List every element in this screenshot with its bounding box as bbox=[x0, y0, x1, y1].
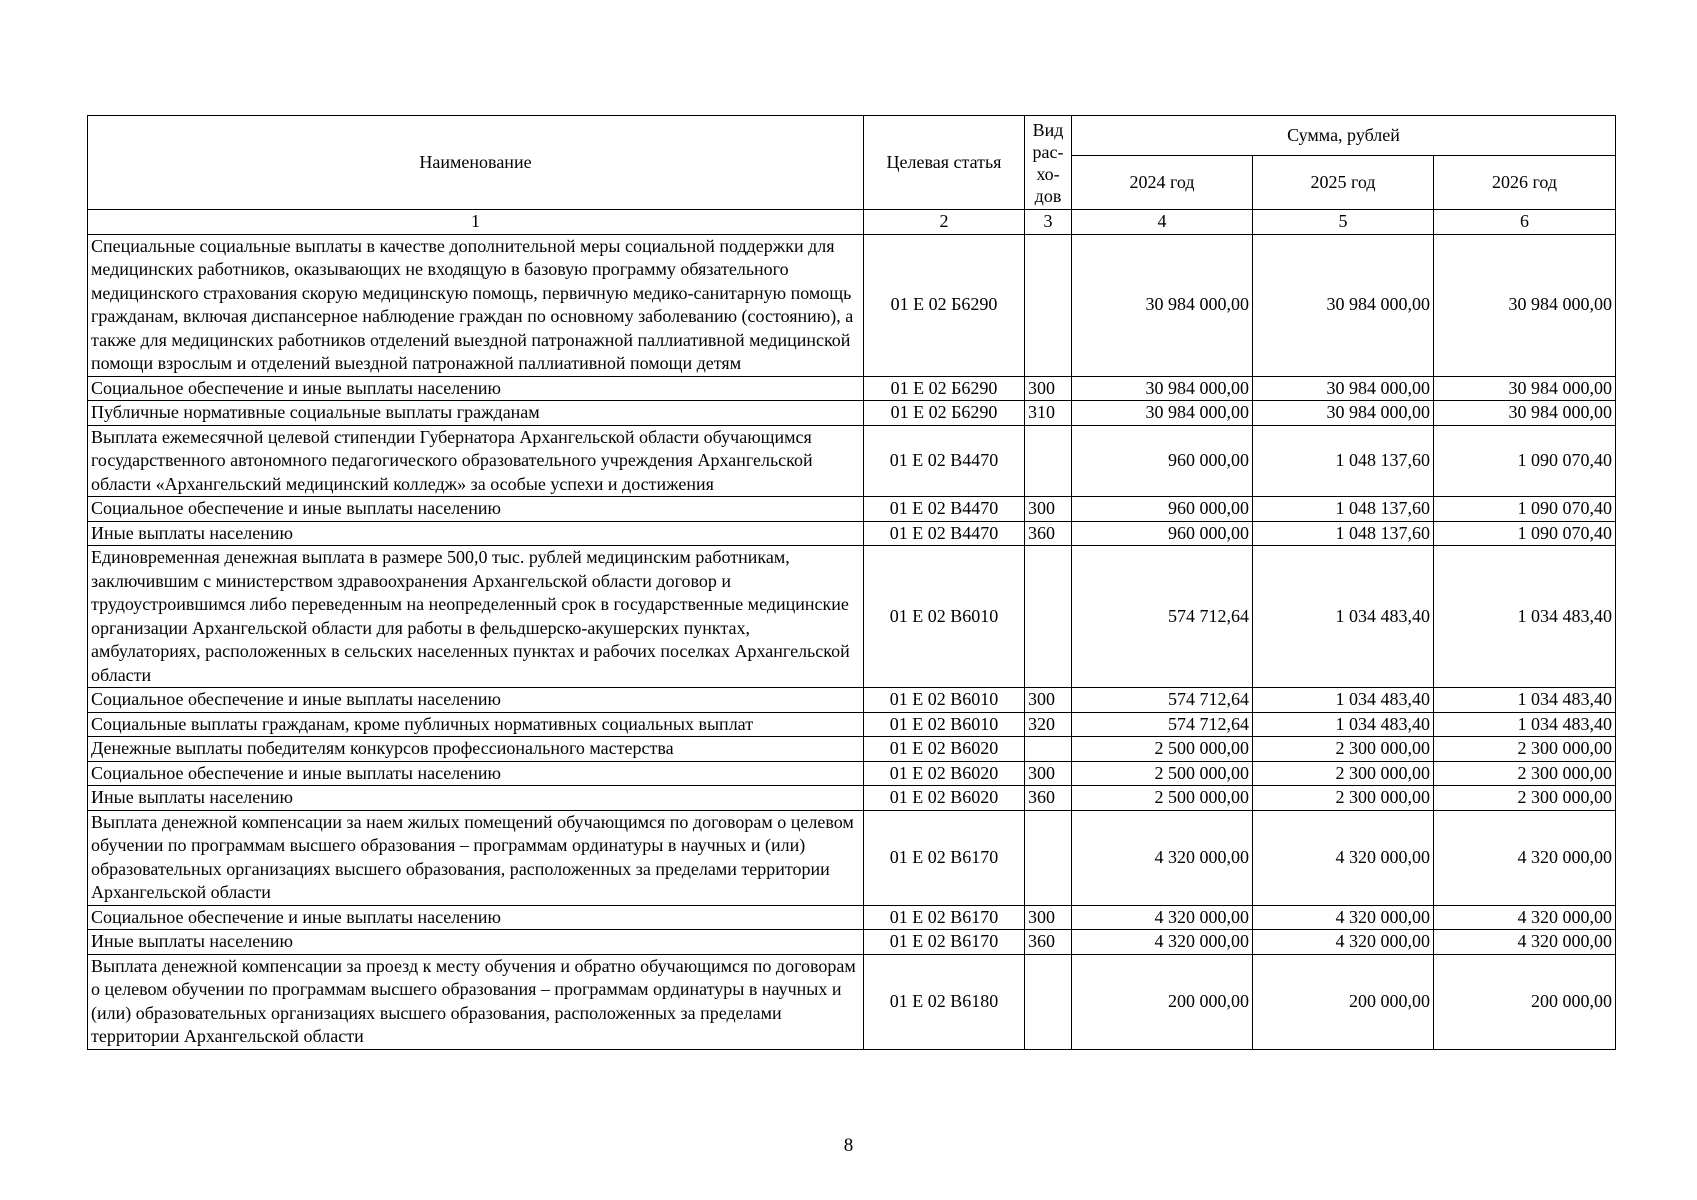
row-expense-type bbox=[1025, 425, 1072, 497]
row-expense-type: 360 bbox=[1025, 521, 1072, 546]
table-row bbox=[88, 521, 1616, 546]
row-target-article: 01 Е 02 В6170 bbox=[864, 930, 1025, 955]
column-number: 2 bbox=[864, 210, 1025, 235]
row-amount-2025: 1 048 137,60 bbox=[1253, 521, 1434, 546]
column-number: 6 bbox=[1434, 210, 1616, 235]
row-amount-2026: 200 000,00 bbox=[1434, 954, 1616, 1049]
row-amount-2025: 30 984 000,00 bbox=[1253, 401, 1434, 426]
row-amount-2025: 200 000,00 bbox=[1253, 954, 1434, 1049]
column-number-row bbox=[88, 210, 1616, 235]
row-amount-2025: 4 320 000,00 bbox=[1253, 905, 1434, 930]
row-amount-2026: 30 984 000,00 bbox=[1434, 401, 1616, 426]
table-row bbox=[88, 954, 1616, 1049]
row-target-article: 01 Е 02 В6010 bbox=[864, 712, 1025, 737]
table-row bbox=[88, 688, 1616, 713]
row-expense-type: 300 bbox=[1025, 905, 1072, 930]
row-name: Социальные выплаты гражданам, кроме публичных нормативных социальных выплат bbox=[88, 712, 864, 737]
header-expense-type-line: рас- bbox=[1032, 141, 1064, 162]
row-amount-2024: 574 712,64 bbox=[1072, 546, 1253, 688]
row-name: Социальное обеспечение и иные выплаты населению bbox=[88, 376, 864, 401]
row-expense-type: 360 bbox=[1025, 786, 1072, 811]
row-amount-2025: 2 300 000,00 bbox=[1253, 786, 1434, 811]
row-name: Денежные выплаты победителям конкурсов профессионального мастерства bbox=[88, 737, 864, 762]
row-amount-2026: 2 300 000,00 bbox=[1434, 786, 1616, 811]
row-amount-2025: 1 034 483,40 bbox=[1253, 712, 1434, 737]
row-target-article: 01 Е 02 Б6290 bbox=[864, 401, 1025, 426]
table-row bbox=[88, 737, 1616, 762]
row-amount-2024: 960 000,00 bbox=[1072, 521, 1253, 546]
row-amount-2025: 1 034 483,40 bbox=[1253, 688, 1434, 713]
table-row bbox=[88, 761, 1616, 786]
row-name: Специальные социальные выплаты в качестве дополнительной меры социальной поддержки для медицинских работников, оказывающих не входящую в базовую программу обязательного медицинского страхования скорую медицинскую помощь, первичную медико-санитарную помощь гражданам, включая диспансерное наблюдение граждан по основному заболеванию (состоянию), а также для медицинских работников отделений выездной патронажной паллиативной медицинской помощи взрослым и отделений выездной патронажной паллиативной помощи детям bbox=[88, 234, 864, 376]
row-amount-2024: 30 984 000,00 bbox=[1072, 401, 1253, 426]
row-amount-2024: 4 320 000,00 bbox=[1072, 905, 1253, 930]
column-number: 4 bbox=[1072, 210, 1253, 235]
row-expense-type bbox=[1025, 737, 1072, 762]
column-number: 5 bbox=[1253, 210, 1434, 235]
row-name: Публичные нормативные социальные выплаты гражданам bbox=[88, 401, 864, 426]
table-row bbox=[88, 810, 1616, 905]
column-number: 1 bbox=[88, 210, 864, 235]
table-row bbox=[88, 930, 1616, 955]
row-target-article: 01 Е 02 В6010 bbox=[864, 546, 1025, 688]
row-target-article: 01 Е 02 В6020 bbox=[864, 761, 1025, 786]
table-row bbox=[88, 712, 1616, 737]
row-amount-2026: 2 300 000,00 bbox=[1434, 737, 1616, 762]
row-amount-2026: 1 034 483,40 bbox=[1434, 712, 1616, 737]
header-year-2026: 2026 год bbox=[1434, 156, 1616, 210]
row-amount-2026: 1 034 483,40 bbox=[1434, 546, 1616, 688]
table-row bbox=[88, 234, 1616, 376]
row-expense-type bbox=[1025, 546, 1072, 688]
row-name: Выплата денежной компенсации за проезд к месту обучения и обратно обучающимся по договорам о целевом обучении по программам высшего образования – программам ординатуры в научных и (или) образовательных организациях высшего образования, расположенных за пределами территории Архангельской области bbox=[88, 954, 864, 1049]
row-expense-type: 300 bbox=[1025, 376, 1072, 401]
row-name: Выплата ежемесячной целевой стипендии Губернатора Архангельской области обучающимся государственного автономного педагогического образовательного учреждения Архангельской области «Архангельский медицинский колледж» за особые успехи и достижения bbox=[88, 425, 864, 497]
column-number: 3 bbox=[1025, 210, 1072, 235]
row-amount-2025: 30 984 000,00 bbox=[1253, 234, 1434, 376]
table-row bbox=[88, 546, 1616, 688]
row-target-article: 01 Е 02 Б6290 bbox=[864, 234, 1025, 376]
table-row bbox=[88, 786, 1616, 811]
row-amount-2026: 4 320 000,00 bbox=[1434, 930, 1616, 955]
row-target-article: 01 Е 02 В6010 bbox=[864, 688, 1025, 713]
row-amount-2026: 1 034 483,40 bbox=[1434, 688, 1616, 713]
row-amount-2026: 1 090 070,40 bbox=[1434, 497, 1616, 522]
row-amount-2024: 4 320 000,00 bbox=[1072, 930, 1253, 955]
row-name: Выплата денежной компенсации за наем жилых помещений обучающимся по договорам о целевом обучении по программам высшего образования – программам ординатуры в научных и (или) образовательных организациях высшего образования, расположенных за пределами территории Архангельской области bbox=[88, 810, 864, 905]
row-amount-2024: 200 000,00 bbox=[1072, 954, 1253, 1049]
row-target-article: 01 Е 02 В6020 bbox=[864, 786, 1025, 811]
row-amount-2025: 1 034 483,40 bbox=[1253, 546, 1434, 688]
row-target-article: 01 Е 02 В4470 bbox=[864, 497, 1025, 522]
row-target-article: 01 Е 02 Б6290 bbox=[864, 376, 1025, 401]
row-amount-2025: 30 984 000,00 bbox=[1253, 376, 1434, 401]
budget-table bbox=[87, 115, 1616, 1050]
row-name: Социальное обеспечение и иные выплаты населению bbox=[88, 905, 864, 930]
row-target-article: 01 Е 02 В6170 bbox=[864, 905, 1025, 930]
row-name: Социальное обеспечение и иные выплаты населению bbox=[88, 761, 864, 786]
row-amount-2026: 30 984 000,00 bbox=[1434, 234, 1616, 376]
row-amount-2025: 2 300 000,00 bbox=[1253, 761, 1434, 786]
row-name: Социальное обеспечение и иные выплаты населению bbox=[88, 688, 864, 713]
row-amount-2026: 1 090 070,40 bbox=[1434, 521, 1616, 546]
row-name: Иные выплаты населению bbox=[88, 786, 864, 811]
row-expense-type: 360 bbox=[1025, 930, 1072, 955]
table-row bbox=[88, 376, 1616, 401]
page-number: 8 bbox=[843, 1135, 854, 1156]
row-name: Единовременная денежная выплата в размере 500,0 тыс. рублей медицинским работникам, заключившим с министерством здравоохранения Архангельской области договор и трудоустроившимся либо переведенным на неопределенный срок в государственные медицинские организации Архангельской области для работы в фельдшерско-акушерских пунктах, амбулаториях, расположенных в сельских населенных пунктах и рабочих поселках Архангельской области bbox=[88, 546, 864, 688]
row-name: Иные выплаты населению bbox=[88, 521, 864, 546]
table-row bbox=[88, 497, 1616, 522]
header-expense-type bbox=[1025, 116, 1072, 210]
header-expense-type-line: хо- bbox=[1036, 163, 1060, 184]
row-target-article: 01 Е 02 В4470 bbox=[864, 425, 1025, 497]
row-amount-2024: 2 500 000,00 bbox=[1072, 786, 1253, 811]
row-target-article: 01 Е 02 В6170 bbox=[864, 810, 1025, 905]
row-amount-2026: 2 300 000,00 bbox=[1434, 761, 1616, 786]
row-target-article: 01 Е 02 В4470 bbox=[864, 521, 1025, 546]
header-year-2025: 2025 год bbox=[1253, 156, 1434, 210]
row-amount-2024: 960 000,00 bbox=[1072, 497, 1253, 522]
header-sum: Сумма, рублей bbox=[1072, 116, 1616, 156]
row-amount-2026: 4 320 000,00 bbox=[1434, 810, 1616, 905]
row-expense-type bbox=[1025, 810, 1072, 905]
row-amount-2024: 4 320 000,00 bbox=[1072, 810, 1253, 905]
row-amount-2026: 30 984 000,00 bbox=[1434, 376, 1616, 401]
table-row bbox=[88, 905, 1616, 930]
row-amount-2024: 2 500 000,00 bbox=[1072, 737, 1253, 762]
row-expense-type: 300 bbox=[1025, 688, 1072, 713]
row-amount-2024: 2 500 000,00 bbox=[1072, 761, 1253, 786]
row-amount-2024: 574 712,64 bbox=[1072, 688, 1253, 713]
header-expense-type-line: дов bbox=[1034, 185, 1062, 206]
header-target-article: Целевая статья bbox=[864, 116, 1025, 210]
row-target-article: 01 Е 02 В6020 bbox=[864, 737, 1025, 762]
table-row bbox=[88, 401, 1616, 426]
row-expense-type bbox=[1025, 954, 1072, 1049]
row-amount-2025: 2 300 000,00 bbox=[1253, 737, 1434, 762]
row-amount-2026: 4 320 000,00 bbox=[1434, 905, 1616, 930]
row-expense-type: 320 bbox=[1025, 712, 1072, 737]
row-expense-type: 300 bbox=[1025, 761, 1072, 786]
table-row bbox=[88, 425, 1616, 497]
row-target-article: 01 Е 02 В6180 bbox=[864, 954, 1025, 1049]
row-amount-2024: 30 984 000,00 bbox=[1072, 234, 1253, 376]
header-name: Наименование bbox=[88, 116, 864, 210]
row-expense-type: 300 bbox=[1025, 497, 1072, 522]
row-amount-2024: 574 712,64 bbox=[1072, 712, 1253, 737]
row-name: Иные выплаты населению bbox=[88, 930, 864, 955]
row-expense-type bbox=[1025, 234, 1072, 376]
row-amount-2026: 1 090 070,40 bbox=[1434, 425, 1616, 497]
row-amount-2024: 30 984 000,00 bbox=[1072, 376, 1253, 401]
row-amount-2024: 960 000,00 bbox=[1072, 425, 1253, 497]
row-name: Социальное обеспечение и иные выплаты населению bbox=[88, 497, 864, 522]
row-amount-2025: 1 048 137,60 bbox=[1253, 425, 1434, 497]
row-amount-2025: 4 320 000,00 bbox=[1253, 930, 1434, 955]
header-year-2024: 2024 год bbox=[1072, 156, 1253, 210]
row-amount-2025: 4 320 000,00 bbox=[1253, 810, 1434, 905]
row-amount-2025: 1 048 137,60 bbox=[1253, 497, 1434, 522]
header-expense-type-line: Вид bbox=[1032, 119, 1064, 140]
row-expense-type: 310 bbox=[1025, 401, 1072, 426]
